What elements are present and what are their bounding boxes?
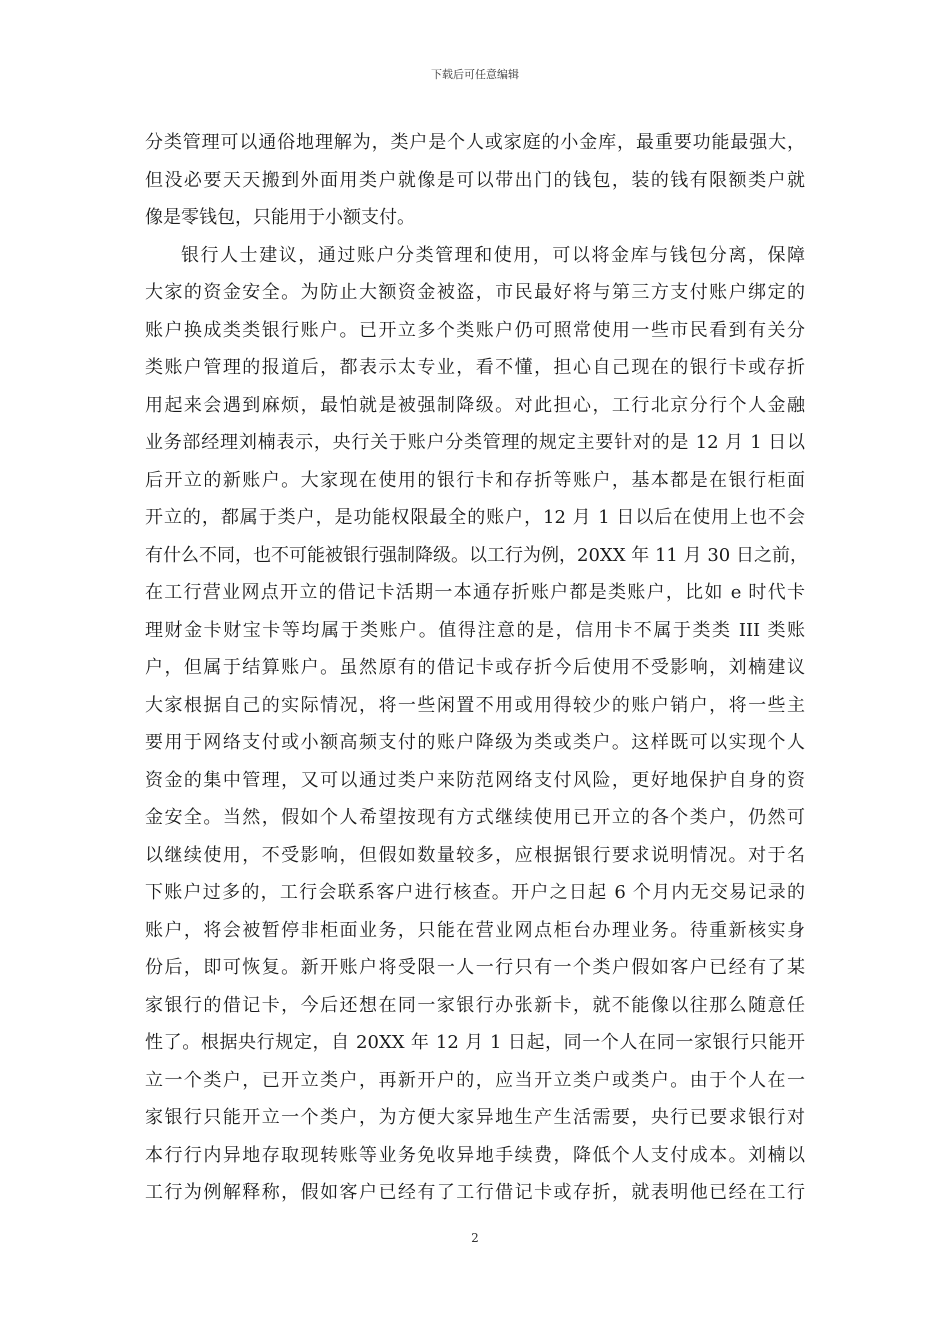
text-line: 业务部经理刘楠表示，央行关于账户分类管理的规定主要针对的是 12 月 1 日以: [145, 432, 805, 453]
text-line: 账户换成类类银行账户。已开立多个类账户仍可照常使用一些市民看到有关分: [145, 319, 805, 341]
text-line: 金安全。当然，假如个人希望按现有方式继续使用已开立的各个类户，仍然可: [145, 807, 805, 828]
text-line: 大家根据自己的实际情况，将一些闲置不用或用得较少的账户销户，将一些主: [145, 694, 805, 716]
text-line: 要用于网络支付或小额高频支付的账户降级为类或类户。这样既可以实现个人: [145, 732, 805, 753]
text-line: 大家的资金安全。为防止大额资金被盗，市民最好将与第三方支付账户绑定的: [145, 282, 805, 303]
text-line: 类账户管理的报道后，都表示太专业，看不懂，担心自己现在的银行卡或存折: [145, 357, 805, 378]
text-line: 但没必要天天搬到外面用类户就像是可以带出门的钱包，装的钱有限额类户就: [145, 169, 805, 191]
text-line: 立一个类户，已开立类户，再新开户的，应当开立类户或类户。由于个人在一: [145, 1069, 805, 1091]
text-line: 开立的，都属于类户，是功能权限最全的账户，12 月 1 日以后在使用上也不会: [145, 507, 805, 528]
text-line: 账户，将会被暂停非柜面业务，只能在营业网点柜台办理业务。待重新核实身: [145, 919, 805, 941]
text-line: 像是零钱包，只能用于小额支付。: [145, 207, 415, 228]
text-line: 性了。根据央行规定，自 20XX 年 12 月 1 日起，同一个人在同一家银行只能开: [145, 1032, 805, 1053]
text-line: 有什么不同，也不可能被银行强制降级。以工行为例，20XX 年 11 月 30 日之前，: [145, 544, 808, 566]
text-line: 家银行的借记卡，今后还想在同一家银行办张新卡，就不能像以往那么随意任: [145, 994, 805, 1016]
text-line: 工行为例解释称，假如客户已经有了工行借记卡或存折，就表明他已经在工行: [145, 1182, 805, 1203]
body-text: [145, 124, 808, 1212]
text-line: 本行行内异地存取现转账等业务免收异地手续费，降低个人支付成本。刘楠以: [145, 1144, 805, 1166]
text-line: 理财金卡财宝卡等均属于类账户。值得注意的是，信用卡不属于类类 III 类账: [145, 619, 805, 641]
text-line: 用起来会遇到麻烦，最怕就是被强制降级。对此担心，工行北京分行个人金融: [145, 394, 805, 416]
text-line: 份后，即可恢复。新开账户将受限一人一行只有一个类户假如客户已经有了某: [145, 957, 805, 978]
text-line: 后开立的新账户。大家现在使用的银行卡和存折等账户，基本都是在银行柜面: [145, 469, 805, 491]
text-line: 资金的集中管理，又可以通过类户来防范网络支付风险，更好地保护自身的资: [145, 769, 805, 791]
text-line: 在工行营业网点开立的借记卡活期一本通存折账户都是类账户，比如 e 时代卡: [145, 582, 805, 603]
page-header: 下载后可任意编辑: [431, 68, 519, 81]
text-line: 分类管理可以通俗地理解为，类户是个人或家庭的小金库，最重要功能最强大，: [145, 132, 805, 153]
text-line: 下账户过多的，工行会联系客户进行核查。开户之日起 6 个月内无交易记录的: [145, 882, 805, 903]
text-line: 家银行只能开立一个类户，为方便大家异地生产生活需要，央行已要求银行对: [145, 1107, 805, 1128]
text-line: 银行人士建议，通过账户分类管理和使用，可以将金库与钱包分离，保障: [181, 244, 805, 266]
text-line: 以继续使用，不受影响，但假如数量较多，应根据银行要求说明情况。对于名: [145, 844, 805, 866]
page-number: 2: [471, 1231, 479, 1245]
text-line: 户，但属于结算账户。虽然原有的借记卡或存折今后使用不受影响，刘楠建议: [145, 657, 805, 678]
